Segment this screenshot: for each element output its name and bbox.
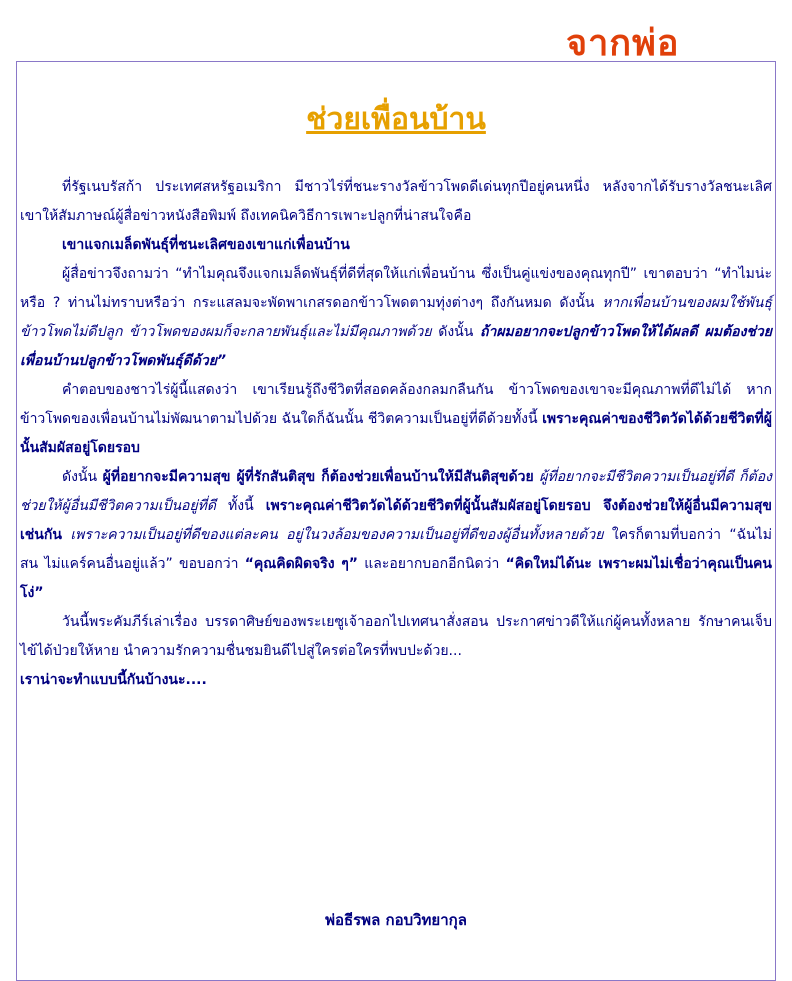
p4-text-a: คำตอบของชาวไร่ผู้นี้แสดงว่า เขาเรียนรู้ถึงชีวิตที่สอดคล้องกลมกลืนกัน ข้าวโพดของเขาจะมีคุณภาพที่ดีไม่ได้ หากข้าวโพดของเพื่อนบ้านไม่พัฒนาตามไปด้วย ฉันใดก็ฉันนั้น ชีวิตความเป็นอยู่ที่ดีด้วยทั้งนี้ <box>20 382 772 427</box>
p4-bold: เพราะคุณค่าของชีวิตวัดได้ด้วยชีวิตที่ผู้นั้นสัมผัสอยู่โดยรอบ <box>20 411 772 456</box>
p3-bold-italic: ถ้าผมอยากจะปลูกข้าวโพดให้ได้ผลดี ผมต้องช่วยเพื่อนบ้านปลูกข้าวโพดพันธุ์ดีด้วย” <box>20 324 772 369</box>
p3-italic: หากเพื่อนบ้านของผมใช้พันธุ์ข้าวโพดไม่ดีปลูก ข้าวโพดของผมก็จะกลายพันธุ์และไม่มีคุณภาพด้วย <box>20 295 772 340</box>
p1-text: ที่รัฐเนบรัสก้า ประเทศสหรัฐอเมริกา มีชาวไร่ที่ชนะรางวัลข้าวโพดดีเด่นทุกปีอยู่คนหนึ่ง หลังจากได้รับรางวัลชนะเลิศ เขาให้สัมภาษณ์ผู้สื่อข่าวหนังสือพิมพ์ ถึงเทคนิควิธีการเพาะปลูกที่น่าสนใจคือ <box>20 179 772 224</box>
paragraph-3 <box>20 260 772 376</box>
p5-italic-2: เพราะความเป็นอยู่ที่ดีของแต่ละคน อยู่ในวงล้อมของความเป็นอยู่ที่ดีของผู้อื่นทั้งหลายด้วย <box>61 527 604 543</box>
paragraph-4 <box>20 376 772 463</box>
p7-text: เราน่าจะทำแบบนี้กันบ้างนะ.... <box>20 672 207 688</box>
p3-text-a: ผู้สื่อข่าวจึงถามว่า “ทำไมคุณจึงแจกเมล็ดพันธุ์ที่ดีที่สุดให้แก่เพื่อนบ้าน ซึ่งเป็นคู่แข่งของคุณทุกปี” เขาตอบว่า “ทำไมน่ะหรือ ? ท่านไม่ทราบหรือว่า กระแสลมจะพัดพาเกสรดอกข้าวโพดตามทุ่งต่างๆ ถึงกันหมด ดังนั้น <box>20 266 772 311</box>
p5-italic-1: ผู้ที่อยากจะมีชีวิตความเป็นอยู่ที่ดี ก็ต้องช่วยให้ผู้อื่นมีชีวิตความเป็นอยู่ที่ดี <box>20 469 772 514</box>
paragraph-7 <box>20 666 772 695</box>
p5-text-d: ทั้งนี้ <box>216 498 266 514</box>
article-title: ช่วยเพื่อนบ้าน <box>306 102 486 137</box>
p2-text: เขาแจกเมล็ดพันธุ์ที่ชนะเลิศของเขาแก่เพื่อนบ้าน <box>62 237 350 253</box>
header-title: จากพ่อ <box>566 23 680 64</box>
p5-text-g: ใครก็ตามที่บอกว่า “ฉันไม่สน ไม่แคร์คนอื่นอยู่แล้ว” ขอบอกว่า <box>20 527 772 572</box>
p3-text-c: ดังนั้น <box>431 324 480 340</box>
signature: พ่อธีรพล กอบวิทยากุล <box>325 911 467 929</box>
p5-bold-3: “คุณคิดผิดจริง ๆ” <box>244 556 358 572</box>
p5-bold-2: เพราะคุณค่าชีวิตวัดได้ด้วยชีวิตที่ผู้นั้นสัมผัสอยู่โดยรอบ จึงต้องช่วยให้ผู้อื่นมีความสุขเช่นกัน <box>20 498 772 543</box>
p5-bold-1: ผู้ที่อยากจะมีความสุข ผู้ที่รักสันติสุข ก็ต้องช่วยเพื่อนบ้านให้มีสันติสุขด้วย <box>102 469 534 485</box>
paragraph-6 <box>20 608 772 666</box>
paragraph-2 <box>20 231 772 260</box>
p5-text-i: และอยากบอกอีกนิดว่า <box>358 556 506 572</box>
paragraph-5 <box>20 463 772 608</box>
p5-bold-4: “คิดใหม่ได้นะ เพราะผมไม่เชื่อว่าคุณเป็นคนโง่” <box>20 556 772 601</box>
p5-text-a: ดังนั้น <box>62 469 103 485</box>
paragraph-1 <box>20 173 772 231</box>
p6-text: วันนี้พระคัมภีร์เล่าเรื่อง บรรดาศิษย์ของพระเยซูเจ้าออกไปเทศนาสั่งสอน ประกาศข่าวดีให้แก่ผู้คนทั้งหลาย รักษาคนเจ็บไข้ได้ป่วยให้หาย นำความรักความชื่นชมยินดีไปสู่ใครต่อใครที่พบปะด้วย... <box>20 614 772 659</box>
article-body <box>20 173 772 695</box>
